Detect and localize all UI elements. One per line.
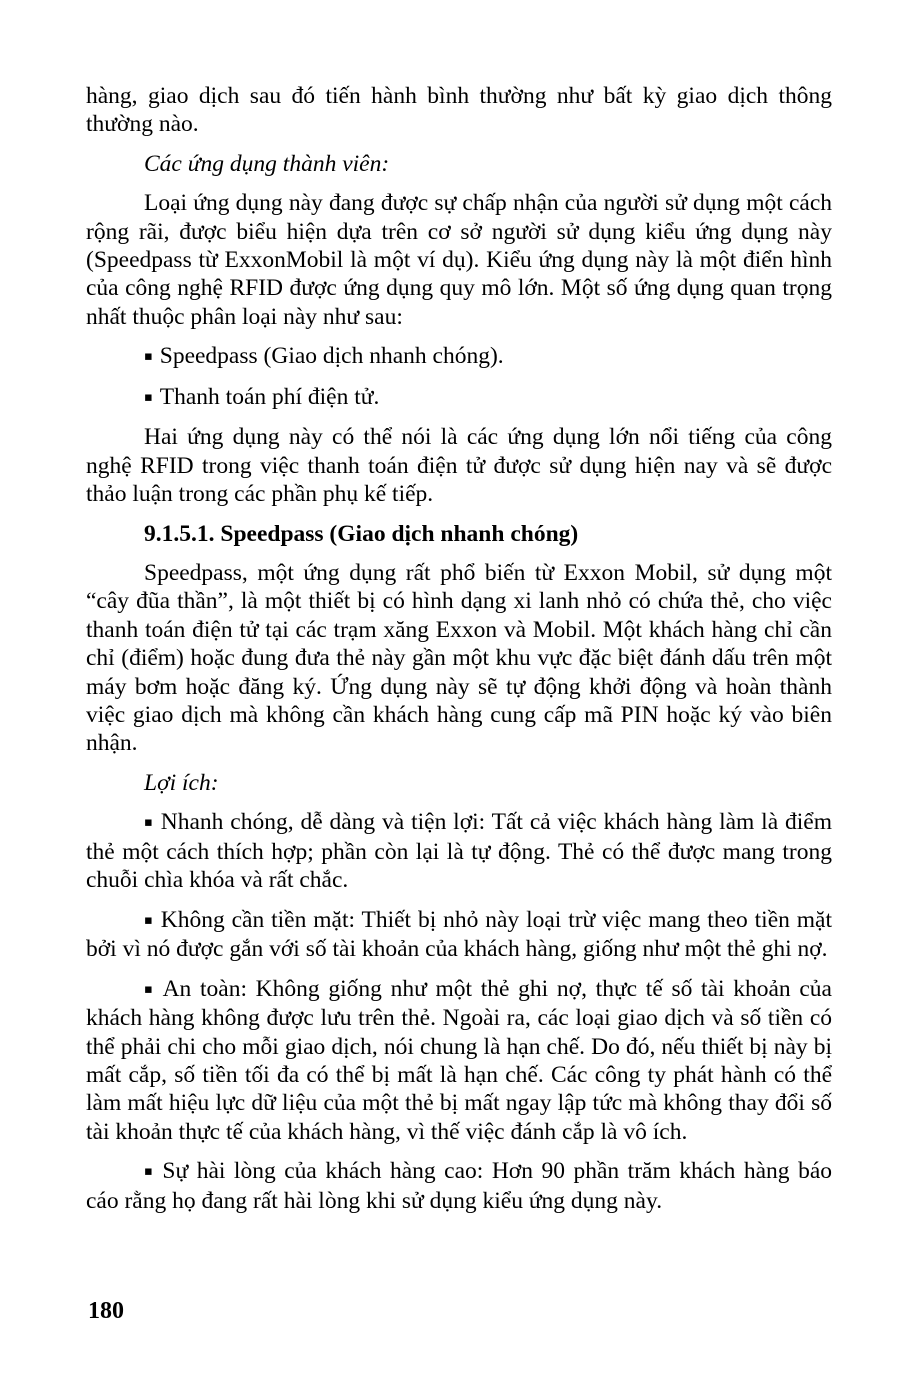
bullet-text: Speedpass (Giao dịch nhanh chóng). — [159, 343, 504, 370]
bullet-item — [86, 975, 832, 1147]
page-number: 180 — [88, 1298, 124, 1324]
bullet-text: Sự hài lòng của khách hàng cao: Hơn 90 phần trăm khách hàng báo cáo rằng họ đang rất hài lòng khi sử dụng kiểu ứng dụng này. — [86, 1158, 833, 1214]
bullet-icon: ▪ — [144, 815, 154, 831]
bullet-icon: ▪ — [144, 390, 153, 405]
bullet-text: Thanh toán phí điện tử. — [159, 383, 380, 410]
bullet-text: Nhanh chóng, dễ dàng và tiện lợi: Tất cả việc khách hàng làm là điểm thẻ một cách thích hợp; phần còn lại là tự động. Thẻ có thể được mang trong chuỗi chìa khóa và rất chắc. — [86, 809, 833, 894]
paragraph: hàng, giao dịch sau đó tiến hành bình thường như bất kỳ giao dịch thông thường nào. — [86, 83, 832, 138]
paragraph: Speedpass, một ứng dụng rất phổ biến từ Exxon Mobil, sử dụng một “cây đũa thần”, là một thiết bị có hình dạng xi lanh nhỏ có chứa thẻ, cho việc thanh toán điện tử tại các trạm xăng Exxon và Mobil. Một khách hàng chỉ cần chỉ (điểm) hoặc đung đưa thẻ này gần một khu vực đặc biệt đánh dấu trên một máy bơm hoặc đăng ký. Ứng dụng này sẽ tự động khởi động và hoàn thành việc giao dịch mà không cần khách hàng cung cấp mã PIN hoặc ký vào biên nhận. — [86, 560, 832, 757]
bullet-item — [86, 1157, 832, 1215]
bullet-icon: ▪ — [144, 912, 154, 928]
page-content — [86, 82, 832, 1215]
subheading-benefits: Lợi ích: — [144, 769, 219, 796]
bullet-item — [86, 906, 832, 964]
section-heading-9-1-5-1: 9.1.5.1. Speedpass (Giao dịch nhanh chóng) — [144, 520, 579, 547]
bullet-icon: ▪ — [144, 349, 153, 365]
bullet-text: Không cần tiền mặt: Thiết bị nhỏ này loại trừ việc mang theo tiền mặt bởi vì nó được gắn với số tài khoản của khách hàng, giống như một thẻ ghi nợ. — [86, 906, 832, 963]
bullet-item — [86, 808, 832, 894]
bullet-item — [86, 383, 832, 413]
bullet-item — [86, 342, 832, 372]
bullet-icon: ▪ — [144, 981, 156, 997]
paragraph: Loại ứng dụng này đang được sự chấp nhận của người sử dụng một cách rộng rãi, được biểu hiện dựa trên cơ sở người sử dụng kiểu ứng dụng này (Speedpass từ ExxonMobil là một ví dụ). Kiểu ứng dụng này là một điển hình của công nghệ RFID được ứng dụng quy mô lớn. Một số ứng dụng quan trọng nhất thuộc phân loại này như sau: — [86, 190, 832, 330]
bullet-icon: ▪ — [144, 1164, 156, 1180]
paragraph: Hai ứng dụng này có thể nói là các ứng dụng lớn nổi tiếng của công nghệ RFID trong việc thanh toán điện tử được sử dụng hiện nay và sẽ được thảo luận trong các phần phụ kế tiếp. — [86, 424, 832, 508]
subheading-member-applications: Các ứng dụng thành viên: — [144, 150, 390, 177]
bullet-text: An toàn: Không giống như một thẻ ghi nợ, thực tế số tài khoản của khách hàng không được lưu trên thẻ. Ngoài ra, các loại giao dịch và số tiền có thể phải chi cho mỗi giao dịch, nói chung là hạn chế. Do đó, nếu thiết bị này bị mất cắp, số tiền tối đa có thể bị mất là hạn chế. Các công ty phát hành có thể làm mất hiệu lực dữ liệu của một thẻ bị mất ngay lập tức mà không thay đổi số tài khoản thực tế của khách hàng, vì thế việc đánh cắp là vô ích. — [86, 975, 832, 1145]
